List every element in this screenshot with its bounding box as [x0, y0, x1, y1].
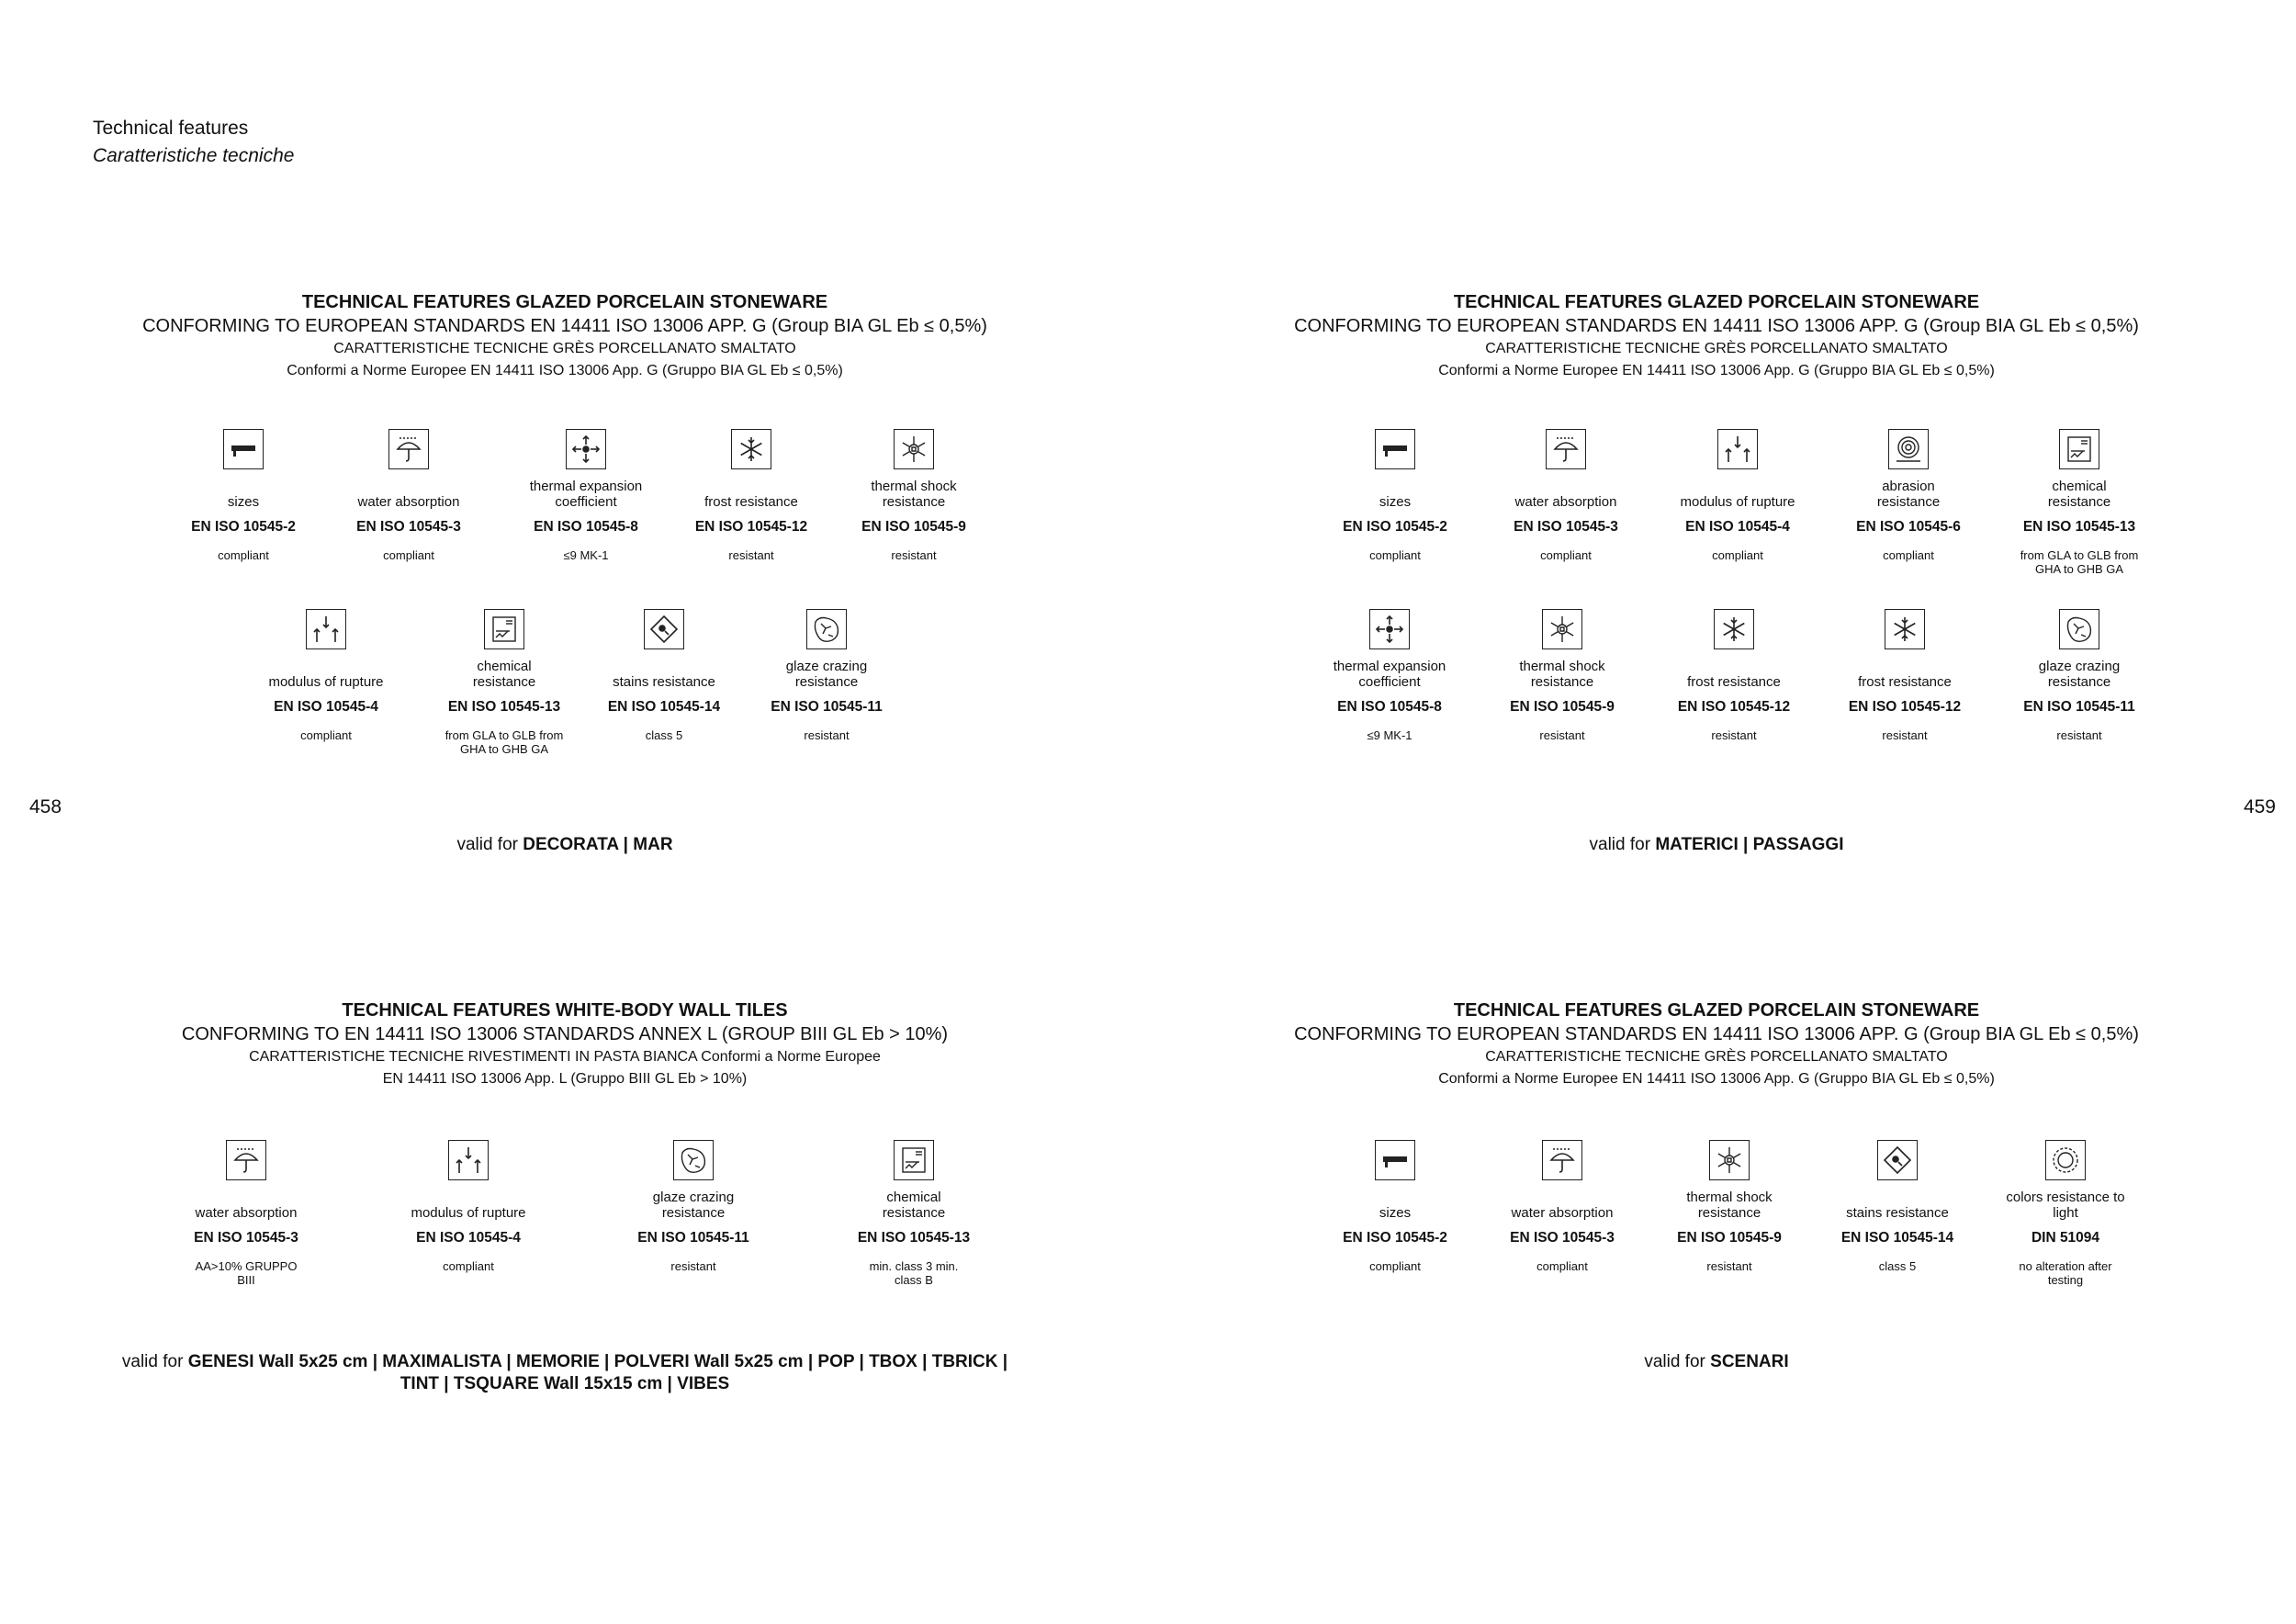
feature-label: modulus of rupture — [411, 1205, 526, 1221]
feature-item — [831, 1140, 996, 1287]
feature-item — [1480, 609, 1645, 742]
feature-value: resistant — [891, 548, 937, 562]
valid-for — [106, 834, 1024, 856]
water-absorption-icon — [388, 429, 429, 469]
feature-value: compliant — [218, 548, 269, 562]
feature-standard: EN ISO 10545-9 — [1510, 699, 1615, 715]
feature-item — [1307, 609, 1472, 742]
feature-item — [163, 1140, 329, 1287]
block-subtitle: CONFORMING TO EUROPEAN STANDARDS EN 14411 ISO 13006 APP. G (Group BIA GL Eb ≤ 0,5%) — [1294, 316, 2139, 336]
feature-item — [581, 609, 747, 742]
thermal-shock-icon — [894, 429, 934, 469]
frost-icon — [731, 429, 771, 469]
feature-standard: EN ISO 10545-6 — [1856, 519, 1961, 535]
feature-standard: EN ISO 10545-8 — [1337, 699, 1442, 715]
glaze-crazing-icon — [2059, 609, 2099, 649]
feature-standard: EN ISO 10545-9 — [861, 519, 966, 535]
block-it-title: CARATTERISTICHE TECNICHE RIVESTIMENTI IN PASTA BIANCA Conformi a Norme Europee — [249, 1049, 881, 1065]
feature-label: glaze crazing resistance — [652, 1190, 735, 1221]
feature-item — [1997, 609, 2162, 742]
feature-value: compliant — [1536, 1259, 1588, 1273]
block-subtitle: CONFORMING TO EN 14411 ISO 13006 STANDARDS ANNEX L (GROUP BIII GL Eb > 10%) — [181, 1024, 949, 1044]
block-it-subtitle: Conformi a Norme Europee EN 14411 ISO 13006 App. G (Gruppo BIA GL Eb ≤ 0,5%) — [1438, 1071, 1995, 1087]
feature-value: resistant — [2056, 728, 2102, 742]
feature-value: resistant — [804, 728, 850, 742]
feature-standard: DIN 51094 — [2031, 1230, 2100, 1246]
chemical-icon — [484, 609, 524, 649]
feature-standard: EN ISO 10545-11 — [771, 699, 883, 715]
thermal-shock-icon — [1709, 1140, 1750, 1180]
feature-standard: EN ISO 10545-9 — [1677, 1230, 1782, 1246]
feature-label: thermal shock resistance — [1686, 1190, 1773, 1221]
feature-standard: EN ISO 10545-3 — [1514, 519, 1618, 535]
feature-value: compliant — [1883, 548, 1934, 562]
feature-value: from GLA to GLB from GHA to GHB GA — [445, 728, 564, 756]
feature-value: from GLA to GLB from GHA to GHB GA — [2020, 548, 2139, 576]
stains-icon — [644, 609, 684, 649]
block-title: TECHNICAL FEATURES GLAZED PORCELAIN STONEWARE — [1453, 292, 1980, 312]
feature-value: compliant — [1712, 548, 1763, 562]
feature-item — [386, 1140, 551, 1273]
block-it-title: CARATTERISTICHE TECNICHE GRÈS PORCELLANATO SMALTATO — [333, 341, 796, 356]
feature-block — [106, 998, 1024, 1406]
feature-label: sizes — [1379, 1205, 1412, 1221]
water-absorption-icon — [1542, 1140, 1582, 1180]
valid-for-prefix: valid for — [1589, 835, 1656, 854]
feature-label: modulus of rupture — [268, 674, 384, 690]
feature-label: colors resistance to light — [2006, 1190, 2125, 1221]
feature-label: modulus of rupture — [1680, 494, 1795, 510]
feature-label: frost resistance — [704, 494, 798, 510]
feature-standard: EN ISO 10545-2 — [191, 519, 296, 535]
valid-for — [106, 1351, 1024, 1395]
valid-for-collections: GENESI Wall 5x25 cm | MAXIMALISTA | MEMORIE | POLVERI Wall 5x25 cm | POP | TBOX | TBRICK | TINT | TSQUARE Wall 15x15 cm | VIBES — [187, 1352, 1008, 1393]
feature-item — [1480, 1140, 1645, 1273]
feature-item — [161, 429, 326, 562]
feature-item — [1997, 429, 2162, 576]
feature-value: resistant — [1711, 728, 1757, 742]
feature-block — [1257, 998, 2176, 1406]
abrasion-icon — [1888, 429, 1929, 469]
feature-value: resistant — [1882, 728, 1928, 742]
feature-item — [243, 609, 409, 742]
feature-block — [106, 290, 1024, 889]
feature-standard: EN ISO 10545-13 — [447, 699, 561, 715]
feature-item — [831, 429, 996, 562]
chemical-icon — [2059, 429, 2099, 469]
feature-value: compliant — [300, 728, 352, 742]
valid-for-prefix: valid for — [1644, 1352, 1711, 1371]
feature-item — [1822, 609, 1987, 742]
block-title: TECHNICAL FEATURES GLAZED PORCELAIN STONEWARE — [1453, 1000, 1980, 1021]
feature-value: class 5 — [645, 728, 683, 742]
water-absorption-icon — [226, 1140, 266, 1180]
feature-standard: EN ISO 10545-11 — [637, 1230, 749, 1246]
feature-label: glaze crazing resistance — [2038, 659, 2121, 690]
valid-for-collections: MATERICI | PASSAGGI — [1655, 835, 1844, 854]
feature-block — [1257, 290, 2176, 889]
block-it-subtitle: EN 14411 ISO 13006 App. L (Gruppo BIII GL Eb > 10%) — [382, 1071, 748, 1087]
feature-label: stains resistance — [1846, 1205, 1949, 1221]
feature-value: ≤9 MK-1 — [1367, 728, 1412, 742]
valid-for-collections: SCENARI — [1710, 1352, 1789, 1371]
feature-label: stains resistance — [613, 674, 715, 690]
feature-standard: EN ISO 10545-14 — [1840, 1230, 1954, 1246]
feature-value: compliant — [1540, 548, 1592, 562]
header-title: Technical features — [93, 118, 249, 139]
feature-value: compliant — [1369, 548, 1421, 562]
block-it-subtitle: Conformi a Norme Europee EN 14411 ISO 13006 App. G (Gruppo BIA GL Eb ≤ 0,5%) — [287, 363, 843, 378]
valid-for-prefix: valid for — [456, 835, 523, 854]
chemical-icon — [894, 1140, 934, 1180]
thermal-expansion-icon — [1369, 609, 1410, 649]
feature-item — [1312, 429, 1478, 562]
feature-item — [1983, 1140, 2148, 1287]
feature-value: resistant — [1706, 1259, 1752, 1273]
feature-label: thermal shock resistance — [871, 479, 957, 510]
feature-label: water absorption — [195, 1205, 298, 1221]
feature-standard: EN ISO 10545-12 — [1677, 699, 1791, 715]
page-number-right: 459 — [2243, 796, 2276, 818]
feature-value: resistant — [1539, 728, 1585, 742]
valid-for-prefix: valid for — [121, 1352, 188, 1371]
valid-for-collections: DECORATA | MAR — [523, 835, 673, 854]
feature-item — [1826, 429, 1991, 562]
glaze-crazing-icon — [673, 1140, 714, 1180]
feature-item — [326, 429, 491, 562]
feature-standard: EN ISO 10545-4 — [274, 699, 378, 715]
thermal-expansion-icon — [566, 429, 606, 469]
feature-label: thermal expansion coefficient — [1333, 659, 1446, 690]
feature-item — [503, 429, 669, 562]
sizes-icon — [223, 429, 264, 469]
feature-item — [1655, 429, 1820, 562]
feature-standard: EN ISO 10545-2 — [1343, 519, 1447, 535]
feature-value: class 5 — [1878, 1259, 1917, 1273]
feature-label: water absorption — [357, 494, 460, 510]
feature-label: water absorption — [1514, 494, 1617, 510]
feature-item — [669, 429, 834, 562]
feature-standard: EN ISO 10545-4 — [416, 1230, 521, 1246]
frost-icon — [1714, 609, 1754, 649]
valid-for — [1257, 834, 2176, 856]
feature-value: compliant — [1369, 1259, 1421, 1273]
feature-value: AA>10% GRUPPO BIII — [195, 1259, 298, 1287]
feature-label: thermal shock resistance — [1519, 659, 1605, 690]
feature-item — [1312, 1140, 1478, 1273]
feature-label: glaze crazing resistance — [785, 659, 868, 690]
block-title: TECHNICAL FEATURES WHITE-BODY WALL TILES — [342, 1000, 788, 1021]
feature-value: compliant — [443, 1259, 494, 1273]
block-it-title: CARATTERISTICHE TECNICHE GRÈS PORCELLANATO SMALTATO — [1485, 1049, 1948, 1065]
water-absorption-icon — [1546, 429, 1586, 469]
modulus-rupture-icon — [306, 609, 346, 649]
sizes-icon — [1375, 1140, 1415, 1180]
feature-label: frost resistance — [1687, 674, 1781, 690]
feature-label: water absorption — [1511, 1205, 1614, 1221]
feature-label: chemical resistance — [882, 1190, 946, 1221]
feature-standard: EN ISO 10545-3 — [356, 519, 461, 535]
feature-standard: EN ISO 10545-13 — [857, 1230, 971, 1246]
feature-standard: EN ISO 10545-11 — [2023, 699, 2135, 715]
feature-item — [1651, 609, 1817, 742]
feature-value: min. class 3 min. class B — [869, 1259, 959, 1287]
feature-label: sizes — [1379, 494, 1412, 510]
feature-value: compliant — [383, 548, 434, 562]
feature-standard: EN ISO 10545-3 — [194, 1230, 298, 1246]
feature-standard: EN ISO 10545-2 — [1343, 1230, 1447, 1246]
feature-value: resistant — [728, 548, 774, 562]
modulus-rupture-icon — [448, 1140, 489, 1180]
feature-label: thermal expansion coefficient — [529, 479, 643, 510]
feature-label: chemical resistance — [2047, 479, 2111, 510]
glaze-crazing-icon — [806, 609, 847, 649]
sizes-icon — [1375, 429, 1415, 469]
feature-standard: EN ISO 10545-4 — [1685, 519, 1790, 535]
feature-label: chemical resistance — [472, 659, 536, 690]
feature-label: sizes — [227, 494, 260, 510]
feature-standard: EN ISO 10545-14 — [607, 699, 721, 715]
feature-item — [422, 609, 587, 756]
feature-standard: EN ISO 10545-3 — [1510, 1230, 1615, 1246]
page-number-left: 458 — [29, 796, 62, 818]
feature-standard: EN ISO 10545-12 — [694, 519, 808, 535]
stains-icon — [1877, 1140, 1918, 1180]
feature-standard: EN ISO 10545-8 — [534, 519, 638, 535]
thermal-shock-icon — [1542, 609, 1582, 649]
feature-item — [1815, 1140, 1980, 1273]
valid-for — [1257, 1351, 2176, 1373]
feature-item — [1483, 429, 1649, 562]
light-resistance-icon — [2045, 1140, 2086, 1180]
block-it-subtitle: Conformi a Norme Europee EN 14411 ISO 13006 App. G (Gruppo BIA GL Eb ≤ 0,5%) — [1438, 363, 1995, 378]
feature-value: ≤9 MK-1 — [563, 548, 609, 562]
feature-item — [1647, 1140, 1812, 1273]
feature-standard: EN ISO 10545-13 — [2022, 519, 2136, 535]
feature-value: no alteration after testing — [2019, 1259, 2112, 1287]
modulus-rupture-icon — [1717, 429, 1758, 469]
block-it-title: CARATTERISTICHE TECNICHE GRÈS PORCELLANATO SMALTATO — [1485, 341, 1948, 356]
feature-label: abrasion resistance — [1876, 479, 1941, 510]
header-subtitle: Caratteristiche tecniche — [93, 145, 295, 166]
feature-standard: EN ISO 10545-12 — [1848, 699, 1962, 715]
feature-item — [744, 609, 909, 742]
feature-item — [611, 1140, 776, 1273]
frost-icon — [1885, 609, 1925, 649]
block-subtitle: CONFORMING TO EUROPEAN STANDARDS EN 14411 ISO 13006 APP. G (Group BIA GL Eb ≤ 0,5%) — [1294, 1024, 2139, 1044]
block-subtitle: CONFORMING TO EUROPEAN STANDARDS EN 14411 ISO 13006 APP. G (Group BIA GL Eb ≤ 0,5%) — [142, 316, 987, 336]
block-title: TECHNICAL FEATURES GLAZED PORCELAIN STONEWARE — [301, 292, 828, 312]
feature-label: frost resistance — [1858, 674, 1952, 690]
feature-value: resistant — [670, 1259, 716, 1273]
